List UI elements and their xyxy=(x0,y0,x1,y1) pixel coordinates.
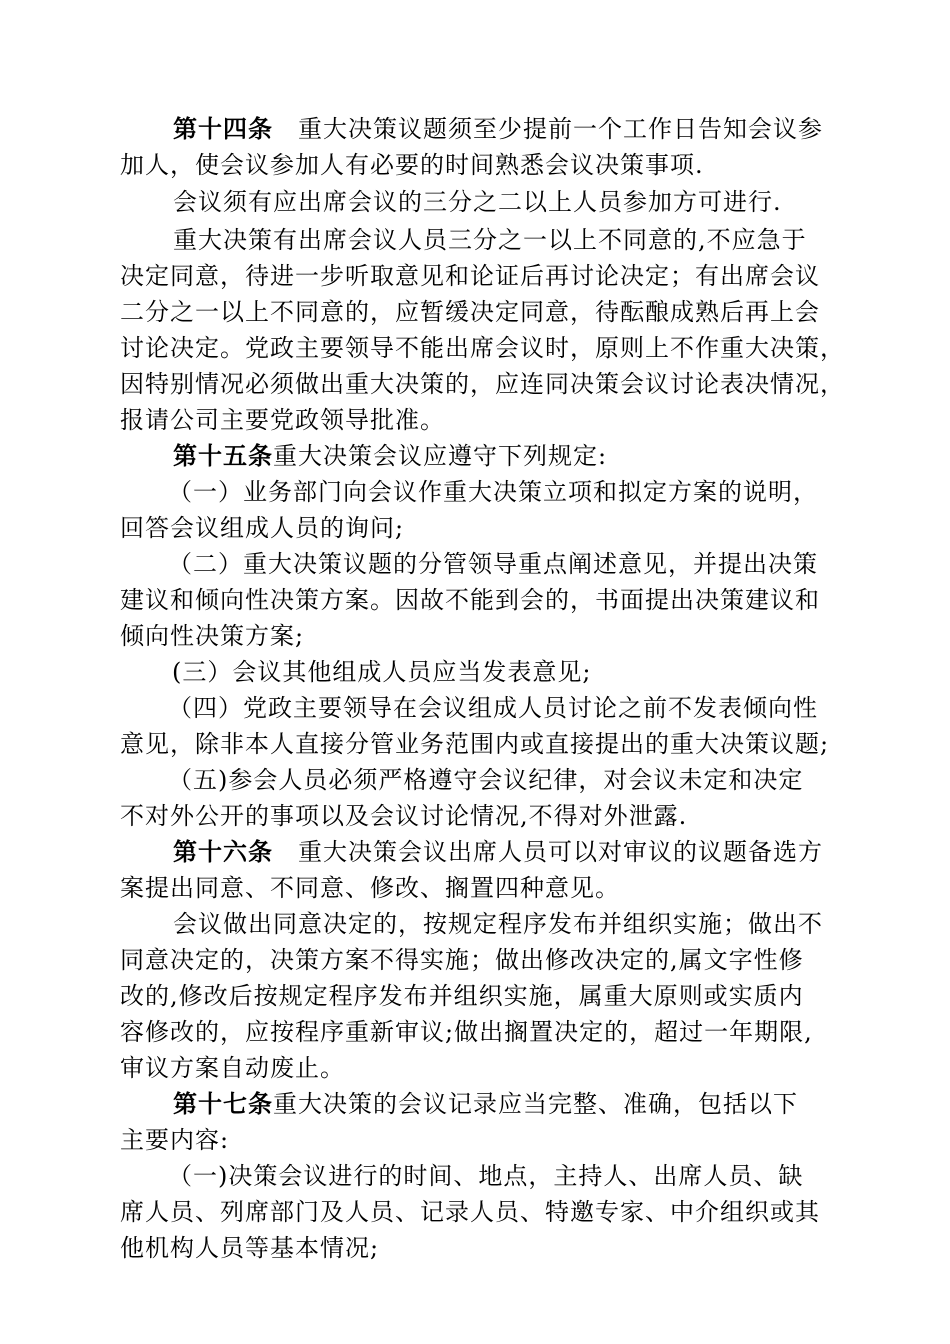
article-16-para-2-line-1: 会议做出同意决定的，按规定程序发布并组织实施；做出不 xyxy=(173,910,823,938)
article-15-item-4-line-2: 意见，除非本人直接分管业务范围内或直接提出的重大决策议题; xyxy=(120,730,830,758)
article-16-line-1 xyxy=(173,834,823,870)
article-15-heading: 第十五条 xyxy=(173,442,273,470)
article-16-para-2-line-4: 容修改的，应按程序重新审议;做出搁置决定的，超过一年期限, xyxy=(120,1018,813,1046)
article-14-line-1 xyxy=(173,111,823,147)
article-17-item-1-line-3: 他机构人员等基本情况; xyxy=(120,1234,380,1262)
article-14-text: 重大决策议题须至少提前一个工作日告知会议参 xyxy=(273,115,823,143)
article-17-line-1 xyxy=(173,1086,798,1122)
article-17-heading: 第十七条 xyxy=(173,1090,273,1118)
article-16-para-2-line-2: 同意决定的，决策方案不得实施；做出修改决定的,属文字性修 xyxy=(120,946,804,974)
article-14-para-3-line-5: 因特别情况必须做出重大决策的，应连同决策会议讨论表决情况， xyxy=(120,370,845,398)
article-15-item-3-line-1: (三）会议其他组成人员应当发表意见; xyxy=(172,658,592,686)
article-14-para-3-line-2: 决定同意，待进一步听取意见和论证后再讨论决定；有出席会议 xyxy=(120,262,820,290)
article-15-item-1-line-2: 回答会议组成人员的询问; xyxy=(120,514,405,542)
article-15-item-4-line-1: （四）党政主要领导在会议组成人员讨论之前不发表倾向性 xyxy=(168,694,818,722)
article-15-item-5-line-2: 不对外公开的事项以及会议讨论情况,不得对外泄露. xyxy=(120,802,688,830)
article-15-line-1 xyxy=(173,438,607,474)
article-15-item-2-line-3: 倾向性决策方案; xyxy=(120,622,305,650)
article-16-para-2-line-3: 改的,修改后按规定程序发布并组织实施，属重大原则或实质内 xyxy=(120,982,804,1010)
article-14-para-3-line-1: 重大决策有出席会议人员三分之一以上不同意的,不应急于 xyxy=(173,226,807,254)
article-16-para-2-line-5: 审议方案自动废止。 xyxy=(120,1054,345,1082)
article-17-line-2: 主要内容: xyxy=(120,1126,230,1154)
article-15-item-5-line-1: （五)参会人员必须严格遵守会议纪律，对会议未定和决定 xyxy=(168,766,804,794)
article-17-text: 重大决策的会议记录应当完整、准确，包括以下 xyxy=(273,1090,798,1118)
article-14-para-2-line-1: 会议须有应出席会议的三分之二以上人员参加方可进行. xyxy=(173,188,782,216)
article-14-para-3-line-4: 讨论决定。党政主要领导不能出席会议时，原则上不作重大决策， xyxy=(120,334,845,362)
article-14-line-2: 加人，使会议参加人有必要的时间熟悉会议决策事项. xyxy=(120,151,704,179)
article-16-text: 重大决策会议出席人员可以对审议的议题备选方 xyxy=(273,838,823,866)
article-14-para-3-line-3: 二分之一以上不同意的，应暂缓决定同意，待酝酿成熟后再上会 xyxy=(120,298,820,326)
article-14-heading: 第十四条 xyxy=(173,115,273,143)
article-17-item-1-line-2: 席人员、列席部门及人员、记录人员、特邀专家、中介组织或其 xyxy=(120,1198,820,1226)
article-14-para-3-line-6: 报请公司主要党政领导批准。 xyxy=(120,406,445,434)
article-15-text: 重大决策会议应遵守下列规定: xyxy=(273,442,608,470)
article-16-line-2: 案提出同意、不同意、修改、搁置四种意见。 xyxy=(120,874,620,902)
article-16-heading: 第十六条 xyxy=(173,838,273,866)
article-15-item-1-line-1: （一）业务部门向会议作重大决策立项和拟定方案的说明， xyxy=(168,478,818,506)
article-15-item-2-line-1: （二）重大决策议题的分管领导重点阐述意见，并提出决策 xyxy=(168,550,818,578)
article-15-item-2-line-2: 建议和倾向性决策方案。因故不能到会的，书面提出决策建议和 xyxy=(120,586,820,614)
article-17-item-1-line-1: （一)决策会议进行的时间、地点，主持人、出席人员、缺 xyxy=(168,1162,804,1190)
